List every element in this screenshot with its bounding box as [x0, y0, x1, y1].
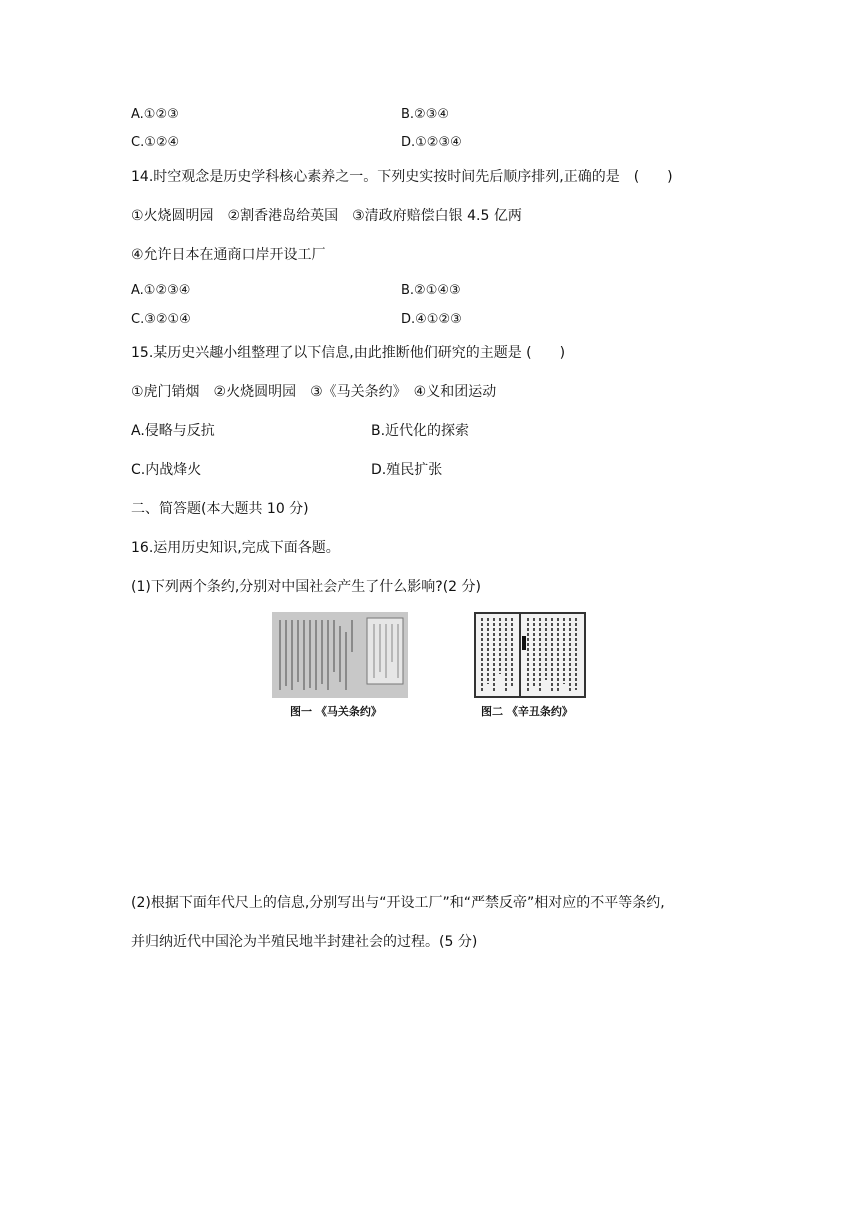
q16-stem: 16.运用历史知识,完成下面各题。 [131, 540, 340, 556]
q13-option-a: A.①②③ [131, 107, 179, 122]
figure2-caption: 图二 《辛丑条约》 [481, 705, 573, 718]
q14-option-c: C.③②①④ [131, 312, 191, 327]
q13-option-b: B.②③④ [401, 107, 450, 122]
q15-option-c: C.内战烽火 [131, 462, 202, 478]
figure-xinchou-treaty-image [474, 612, 586, 698]
q15-option-a: A.侵略与反抗 [131, 423, 215, 439]
q16-part2-line2: 并归纳近代中国沦为半殖民地半封建社会的过程。(5 分) [131, 934, 478, 950]
section-heading: 二、简答题(本大题共 10 分) [131, 501, 309, 517]
q13-option-d: D.①②③④ [401, 135, 462, 150]
q14-option-d: D.④①②③ [401, 312, 462, 327]
q15-items: ①虎门销烟 ②火烧圆明园 ③《马关条约》 ④义和团运动 [131, 384, 497, 400]
q15-option-d: D.殖民扩张 [371, 462, 443, 478]
q14-items-line2: ④允许日本在通商口岸开设工厂 [131, 247, 326, 263]
figure-maguan-treaty-image [272, 612, 408, 698]
q15-stem: 15.某历史兴趣小组整理了以下信息,由此推断他们研究的主题是 ( ) [131, 345, 566, 361]
q16-part1: (1)下列两个条约,分别对中国社会产生了什么影响?(2 分) [131, 579, 481, 595]
q14-option-b: B.②①④③ [401, 283, 461, 298]
q16-part2-line1: (2)根据下面年代尺上的信息,分别写出与“开设工厂”和“严禁反帝”相对应的不平等条约, [131, 895, 665, 911]
q14-stem: 14.时空观念是历史学科核心素养之一。下列史实按时间先后顺序排列,正确的是 ( ) [131, 169, 673, 185]
figure1-caption: 图一 《马关条约》 [290, 705, 382, 718]
q14-option-a: A.①②③④ [131, 283, 191, 298]
q13-option-c: C.①②④ [131, 135, 180, 150]
q14-items-line1: ①火烧圆明园 ②割香港岛给英国 ③清政府赔偿白银 4.5 亿两 [131, 208, 522, 224]
q15-option-b: B.近代化的探索 [371, 423, 470, 439]
